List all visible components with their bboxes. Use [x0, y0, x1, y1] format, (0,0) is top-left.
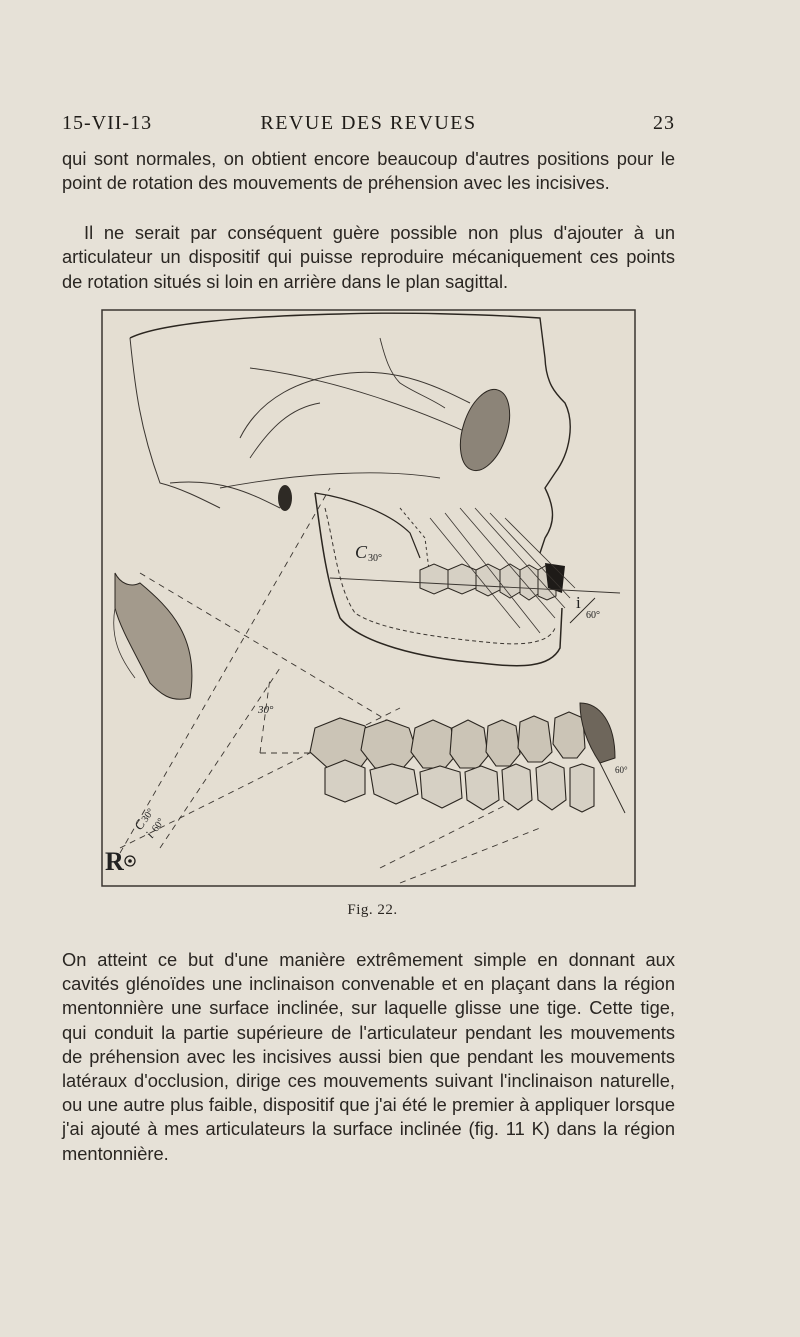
- figure-22: [100, 308, 637, 888]
- incisor-angle-label: 60°: [586, 610, 600, 621]
- running-head: [62, 112, 675, 138]
- paragraph-2: Il ne serait par conséquent guère possible non plus d'ajouter à un articulateur un dispositif qui puisse reproduire mécaniquement ces points de rotation situés si loin en arrière dans le plan sagittal.: [62, 222, 675, 292]
- header-journal-title: REVUE DES REVUES: [260, 112, 477, 134]
- header-date: 15-VII-13: [62, 112, 153, 134]
- rotation-c-angle-label: 30°: [139, 806, 157, 825]
- figure-caption: Fig. 22.: [347, 902, 398, 918]
- skull-jaw-illustration: [100, 308, 637, 888]
- paragraph-3: On atteint ce but d'une manière extrêmement simple en donnant aux cavités glénoïdes une inclinaison convenable et en plaçant dans la région mentonnière une surface inclinée, sur laquelle glisse une tige. Cette tige, qui conduit la partie supérieure de l'articulateur pendant les mouvements de préhension avec les incisives aussi bien que pendant les mouvements latéraux d'occlusion, dirige ces mouvements suivant l'inclinaison naturelle, ou une autre plus faible, dispositif que j'ai été le premier à appliquer lorsque j'ai ajouté à mes articulateurs la surface inclinée (fig. 11 K) dans la région mentonnière.: [62, 949, 675, 1164]
- page-number: 23: [653, 112, 675, 134]
- lower-incisor-angle-label: 60°: [615, 765, 628, 775]
- rotation-point-label: R: [105, 847, 124, 876]
- rotation-c-label: C: [130, 816, 148, 833]
- rotation-i-label: i: [142, 829, 157, 841]
- condyle-angle-label: 30°: [368, 553, 382, 564]
- incisor-label: i: [576, 593, 581, 612]
- rotation-i-angle-label: 60°: [149, 816, 168, 835]
- paragraph-1: qui sont normales, on obtient encore beaucoup d'autres positions pour le point de rotation des mouvements de préhension avec les incisives.: [62, 148, 675, 194]
- condyle-label: C: [355, 542, 368, 562]
- vertical-angle-label: 30°: [258, 704, 274, 716]
